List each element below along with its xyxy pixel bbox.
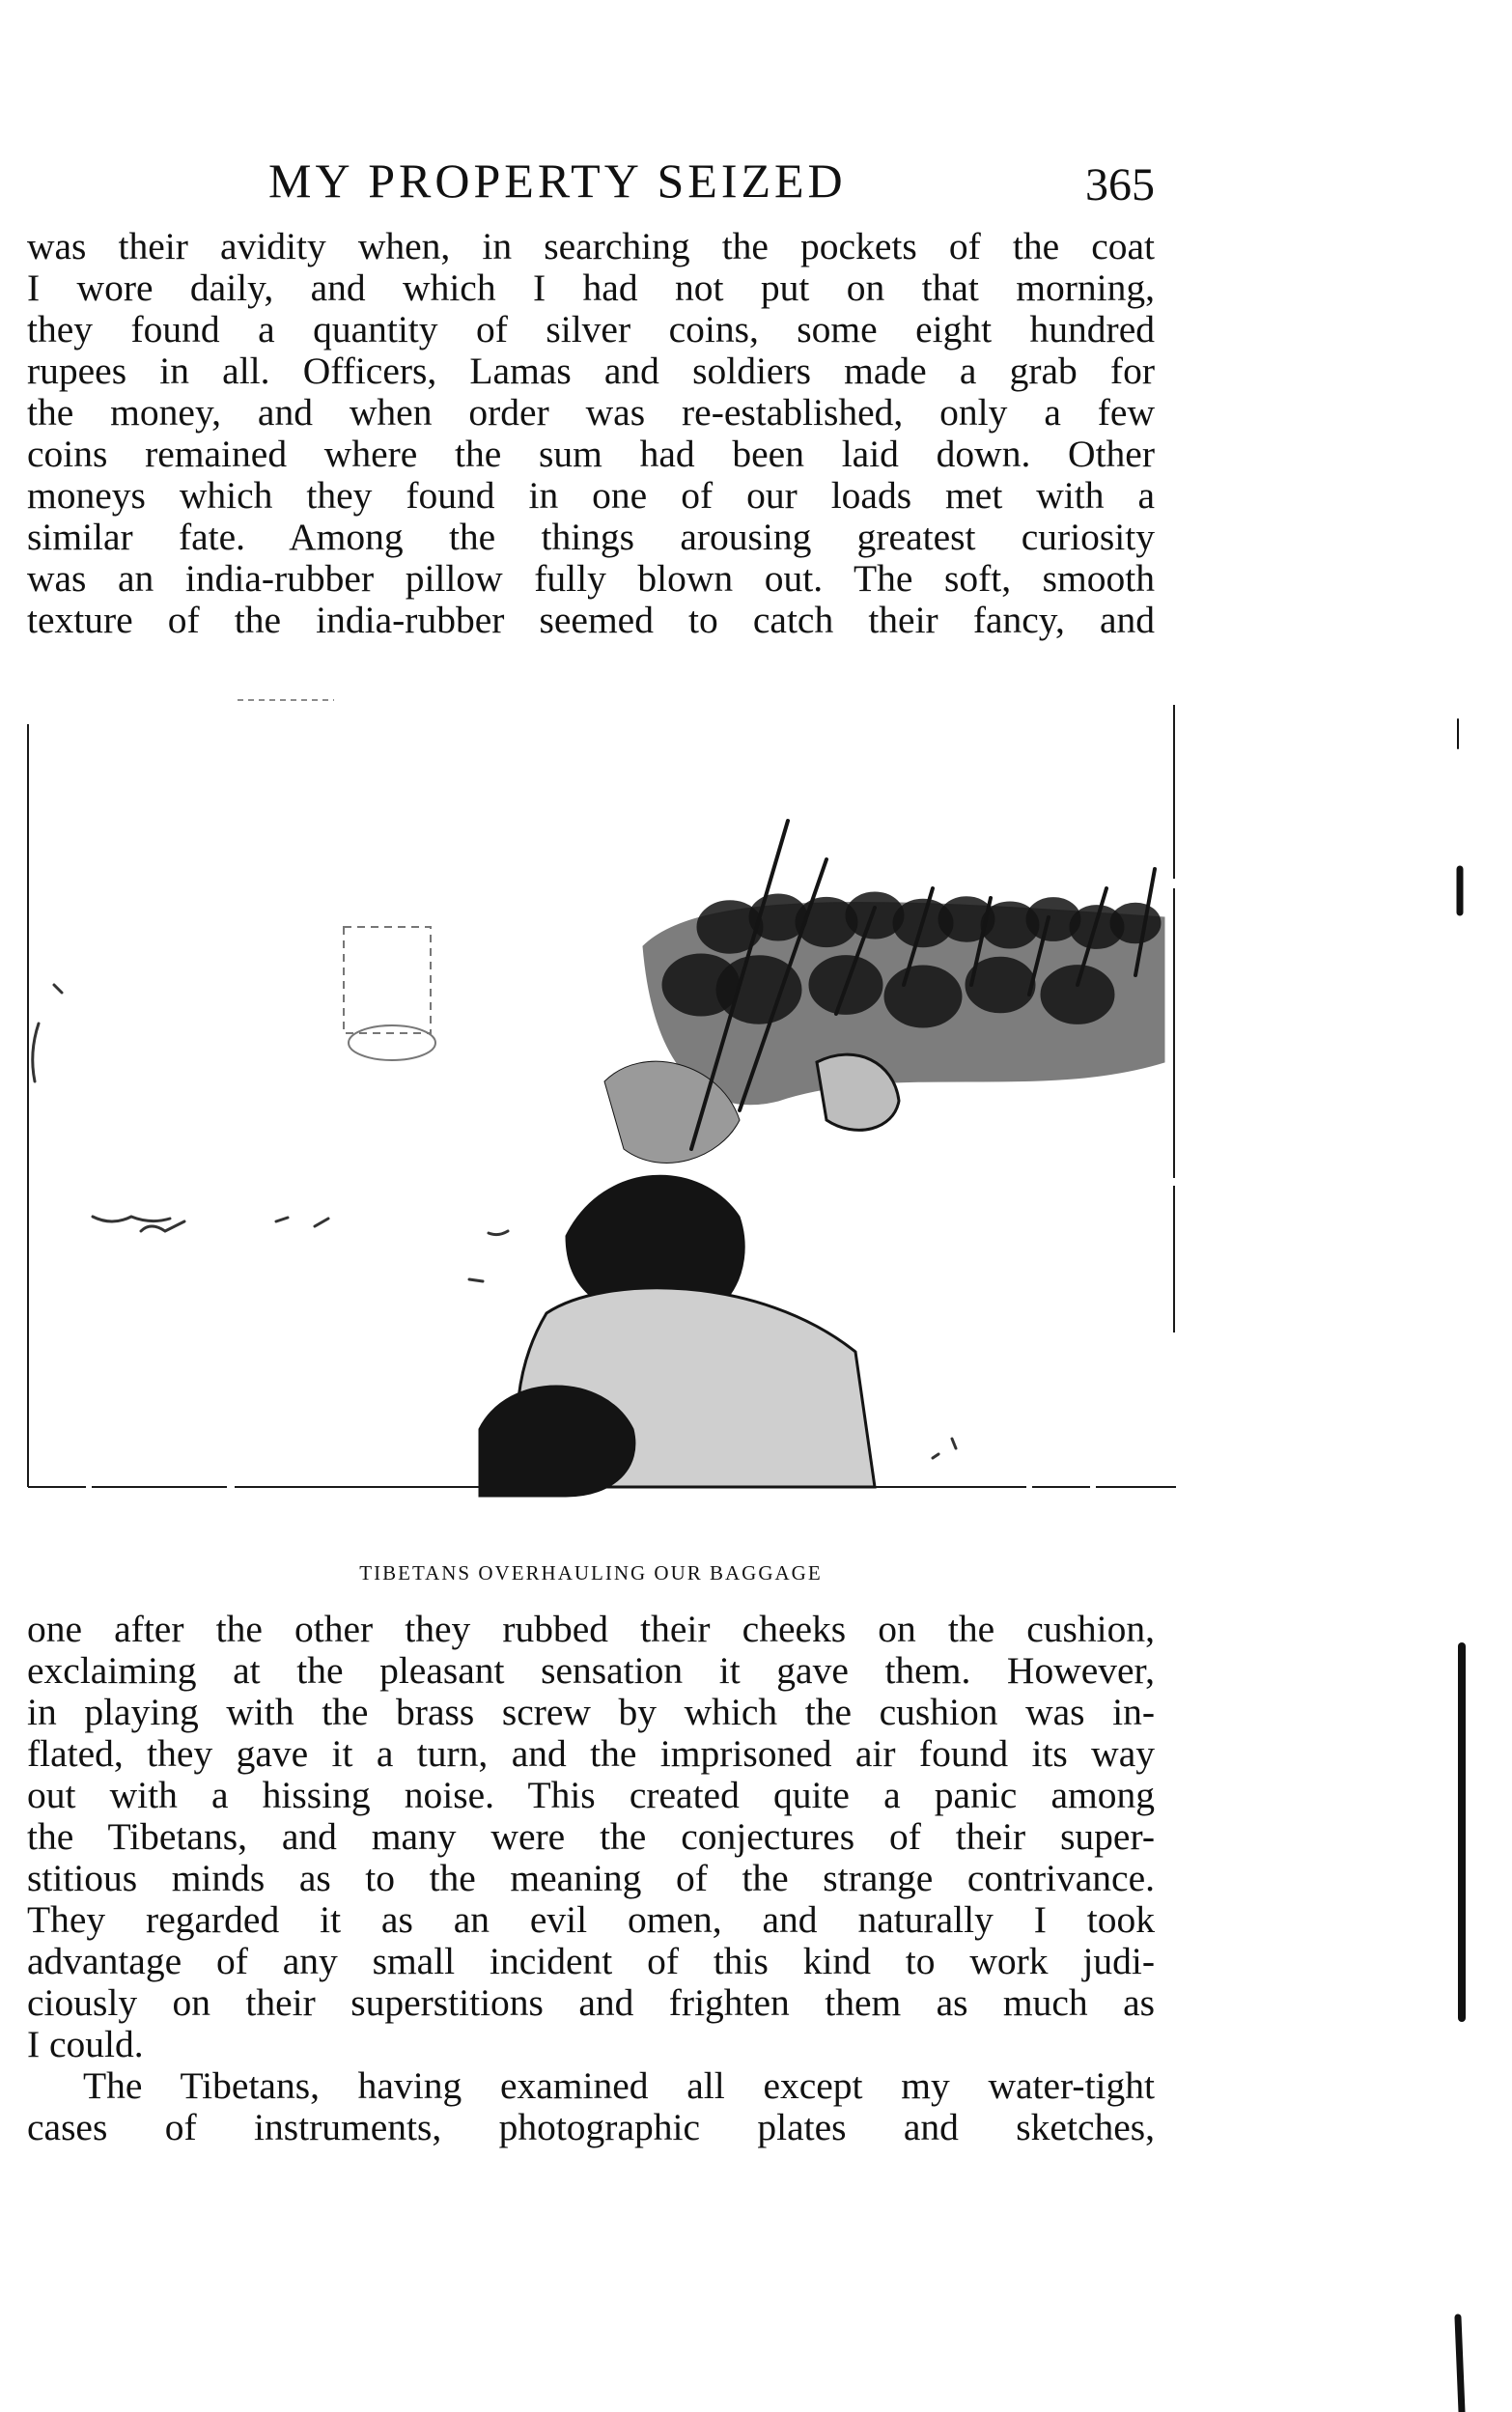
text-line: stitious minds as to the meaning of the strange contrivance. [27, 1857, 1155, 1899]
text-line: was an india-rubber pillow fully blown out. The soft, smooth [27, 557, 1155, 600]
text-line: They regarded it as an evil omen, and naturally I took [27, 1898, 1155, 1941]
text-line: similar fate. Among the things arousing greatest curiosity [27, 516, 1155, 558]
baggage-bundle [349, 1025, 435, 1060]
text-line: moneys which they found in one of our loads met with a [27, 474, 1155, 517]
running-title: MY PROPERTY SEIZED [268, 154, 847, 208]
illustration-drawing [25, 695, 1178, 1508]
paragraph-top [27, 226, 1155, 641]
text-line: out with a hissing noise. This created quite a panic among [27, 1774, 1155, 1816]
text-line: ciously on their superstitions and frighten them as much as [27, 1981, 1155, 2024]
text-line: the money, and when order was re-established, only a few [27, 391, 1155, 434]
text-line: The Tibetans, having examined all except my water-tight [83, 2064, 1155, 2107]
text-line: was their avidity when, in searching the pockets of the coat [27, 225, 1155, 267]
text-line: the Tibetans, and many were the conjectures of their super- [27, 1815, 1155, 1858]
scan-edge-marks [1448, 0, 1512, 2412]
page-number: 365 [1085, 159, 1155, 210]
text-line: in playing with the brass screw by which the cushion was in- [27, 1691, 1155, 1733]
text-line: I could. [27, 2023, 144, 2065]
illustration-plate [25, 695, 1178, 1508]
paragraph-bottom [27, 1609, 1155, 2148]
crowd-body-mass [643, 903, 1164, 1105]
text-line: I wore daily, and which I had not put on that morning, [27, 266, 1155, 309]
text-line: advantage of any small incident of this kind to work judi- [27, 1940, 1155, 1982]
baggage-box [344, 927, 431, 1033]
text-line: texture of the india-rubber seemed to catch their fancy, and [27, 599, 1155, 641]
running-header [27, 145, 1155, 212]
crowd-of-figures [344, 892, 1164, 1497]
text-line: cases of instruments, photographic plates and sketches, [27, 2106, 1155, 2148]
text-line: rupees in all. Officers, Lamas and soldiers made a grab for [27, 350, 1155, 392]
text-line: coins remained where the sum had been laid down. Other [27, 433, 1155, 475]
text-line: they found a quantity of silver coins, some eight hundred [27, 308, 1155, 351]
text-line: flated, they gave it a turn, and the imprisoned air found its way [27, 1732, 1155, 1775]
text-line: one after the other they rubbed their cheeks on the cushion, [27, 1608, 1155, 1650]
text-line: exclaiming at the pleasant sensation it gave them. However, [27, 1649, 1155, 1692]
illustration-caption: TIBETANS OVERHAULING OUR BAGGAGE [359, 1561, 823, 1585]
